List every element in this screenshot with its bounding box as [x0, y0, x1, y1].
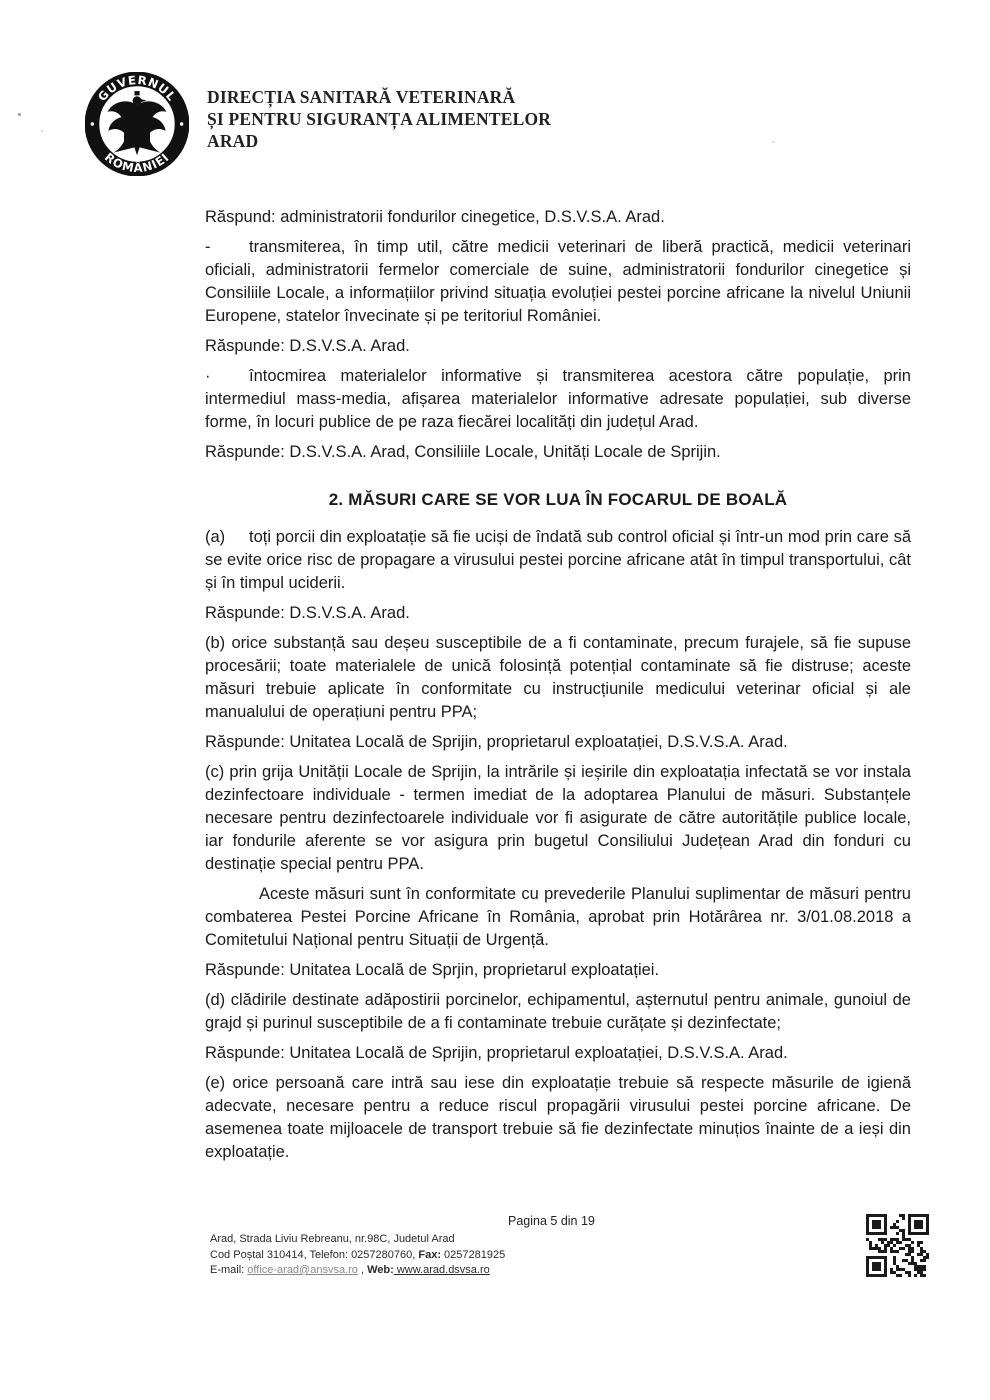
- item-letter-marker: (a): [205, 528, 226, 546]
- organization-name: [207, 72, 551, 152]
- seal-top-text: GUVERNUL: [95, 73, 180, 105]
- lettered-paragraph-d: (d) clădirile destinate adăpostirii porcinelor, echipamentul, așternutul pentru animale, gunoiul de grajd și purinul susceptibile de a fi contaminate trebuie curățate și dezinfectate;: [205, 991, 911, 1032]
- scan-artifact: [41, 130, 43, 132]
- lettered-paragraph-e: (e) orice persoană care intră sau iese din exploatație trebuie să respecte măsurile de igienă adecvate, necesare pentru a reduce riscul propagării virusului pestei porcine africane. De asemenea toate mijloacele de transport trebuie să fie dezinfectate minuțios înainte de a ieși din exploatație.: [205, 1074, 911, 1161]
- document-header: [85, 72, 551, 176]
- footer-address-line: [210, 1248, 505, 1264]
- paragraph-text: transmiterea, în timp util, către medicii veterinari de liberă practică, medicii veterinari oficiali, administratorii fermelor comerciale de suine, administratorii fondurilor cinegetice și Consiliile Locale, a informațiilor privind situația evoluției pestei porcine africane la nivelul Uniunii Europene, statelor învecinate și pe teritoriul României.: [205, 238, 911, 325]
- lettered-paragraph-b: (b) orice substanță sau deșeu susceptibile de a fi contaminate, precum furajele, să fie supuse procesării; toate materialele de unică folosință potențial contaminate să fie distruse; aceste măsuri trebuie aplicate în conformitate cu instrucțiunile medicului veterinar oficial și ale manualului de operațiuni pentru PPA;: [205, 634, 911, 721]
- bullet-paragraph: [205, 236, 911, 328]
- email-label: E-mail:: [210, 1264, 248, 1276]
- government-seal-logo: [85, 72, 189, 176]
- footer-address-line: [210, 1263, 505, 1279]
- org-name-line: DIRECȚIA SANITARĂ VETERINARĂ: [207, 87, 516, 107]
- page-number: Pagina 5 din 19: [508, 1214, 595, 1228]
- footer-address: [210, 1232, 505, 1279]
- org-name-line: ARAD: [207, 131, 259, 151]
- fax-label: Fax:: [418, 1248, 441, 1261]
- footer-address-line: Arad, Strada Liviu Rebreanu, nr.98C, Judetul Arad: [210, 1233, 455, 1245]
- respond-line: Răspund: administratorii fondurilor cinegetice, D.S.V.S.A. Arad.: [205, 208, 665, 226]
- respond-line: Răspunde: D.S.V.S.A. Arad, Consiliile Locale, Unități Locale de Sprijin.: [205, 443, 721, 461]
- qr-code: [866, 1214, 929, 1277]
- web-link: www.arad.dsvsa.ro: [393, 1264, 490, 1276]
- respond-line: Răspunde: D.S.V.S.A. Arad.: [205, 604, 410, 622]
- bullet-marker: ·: [205, 367, 211, 385]
- body-paragraph: Aceste măsuri sunt în conformitate cu prevederile Planului suplimentar de măsuri pentru combaterea Pestei Porcine Africane în România, aprobat prin Hotărârea nr. 3/01.08.2018 a Comitetului Național pentru Situații de Urgență.: [205, 885, 911, 949]
- scan-artifact: [772, 141, 775, 143]
- paragraph-text: întocmirea materialelor informative și transmiterea acestora către populație, prin intermediul mass-media, afișarea materialelor informative adresate populației, sub diverse forme, în locuri publice de pe raza fiecărei localități din județul Arad.: [205, 367, 911, 431]
- paragraph-text: toți porcii din exploatație să fie uciși de îndată sub control oficial și într-un mod prin care să se evite orice risc de propagare a virusului pestei porcine africane atât în timpul transportului, cât și în timpul uciderii.: [205, 528, 911, 592]
- respond-line: Răspunde: D.S.V.S.A. Arad.: [205, 337, 410, 355]
- respond-line: Răspunde: Unitatea Locală de Sprijin, proprietarul exploatației, D.S.V.S.A. Arad.: [205, 1044, 788, 1062]
- scan-artifact: [18, 113, 21, 116]
- romania-government-seal-icon: [85, 72, 189, 176]
- org-name-line: ȘI PENTRU SIGURANȚA ALIMENTELOR: [207, 109, 552, 129]
- bullet-paragraph: [205, 365, 911, 434]
- seal-bottom-text: ROMÂNIEI: [101, 149, 173, 176]
- lettered-paragraph-a: [205, 526, 911, 595]
- respond-line: Răspunde: Unitatea Locală de Sprjin, proprietarul exploatației.: [205, 961, 660, 979]
- document-body: [205, 206, 911, 1171]
- section-heading: 2. MĂSURI CARE SE VOR LUA ÎN FOCARUL DE BOALĂ: [328, 490, 788, 509]
- web-label: Web:: [367, 1264, 394, 1276]
- respond-line: Răspunde: Unitatea Locală de Sprijin, proprietarul exploatației, D.S.V.S.A. Arad.: [205, 733, 788, 751]
- footer-separator: ,: [357, 1264, 368, 1276]
- fax-number: 0257281925: [440, 1248, 506, 1261]
- eagle-icon: [108, 91, 167, 155]
- bullet-marker: -: [205, 238, 211, 256]
- footer-postal-phone: Cod Poștal 310414, Telefon: 0257280760,: [210, 1248, 419, 1261]
- lettered-paragraph-c: (c) prin grija Unității Locale de Sprijin, la intrările și ieșirile din exploatația infectată se vor instala dezinfectoare individuale - termen imediat de la adoptarea Planului de măsuri. Substanțele necesare pentru dezinfectoarele individuale vor fi asigurate de către autoritățile publice locale, iar fondurile aferente se vor asigura prin bugetul Consiliului Județean Arad din fonduri cu destinație special pentru PPA.: [205, 763, 911, 873]
- email-link: office-arad@ansvsa.ro: [247, 1264, 358, 1276]
